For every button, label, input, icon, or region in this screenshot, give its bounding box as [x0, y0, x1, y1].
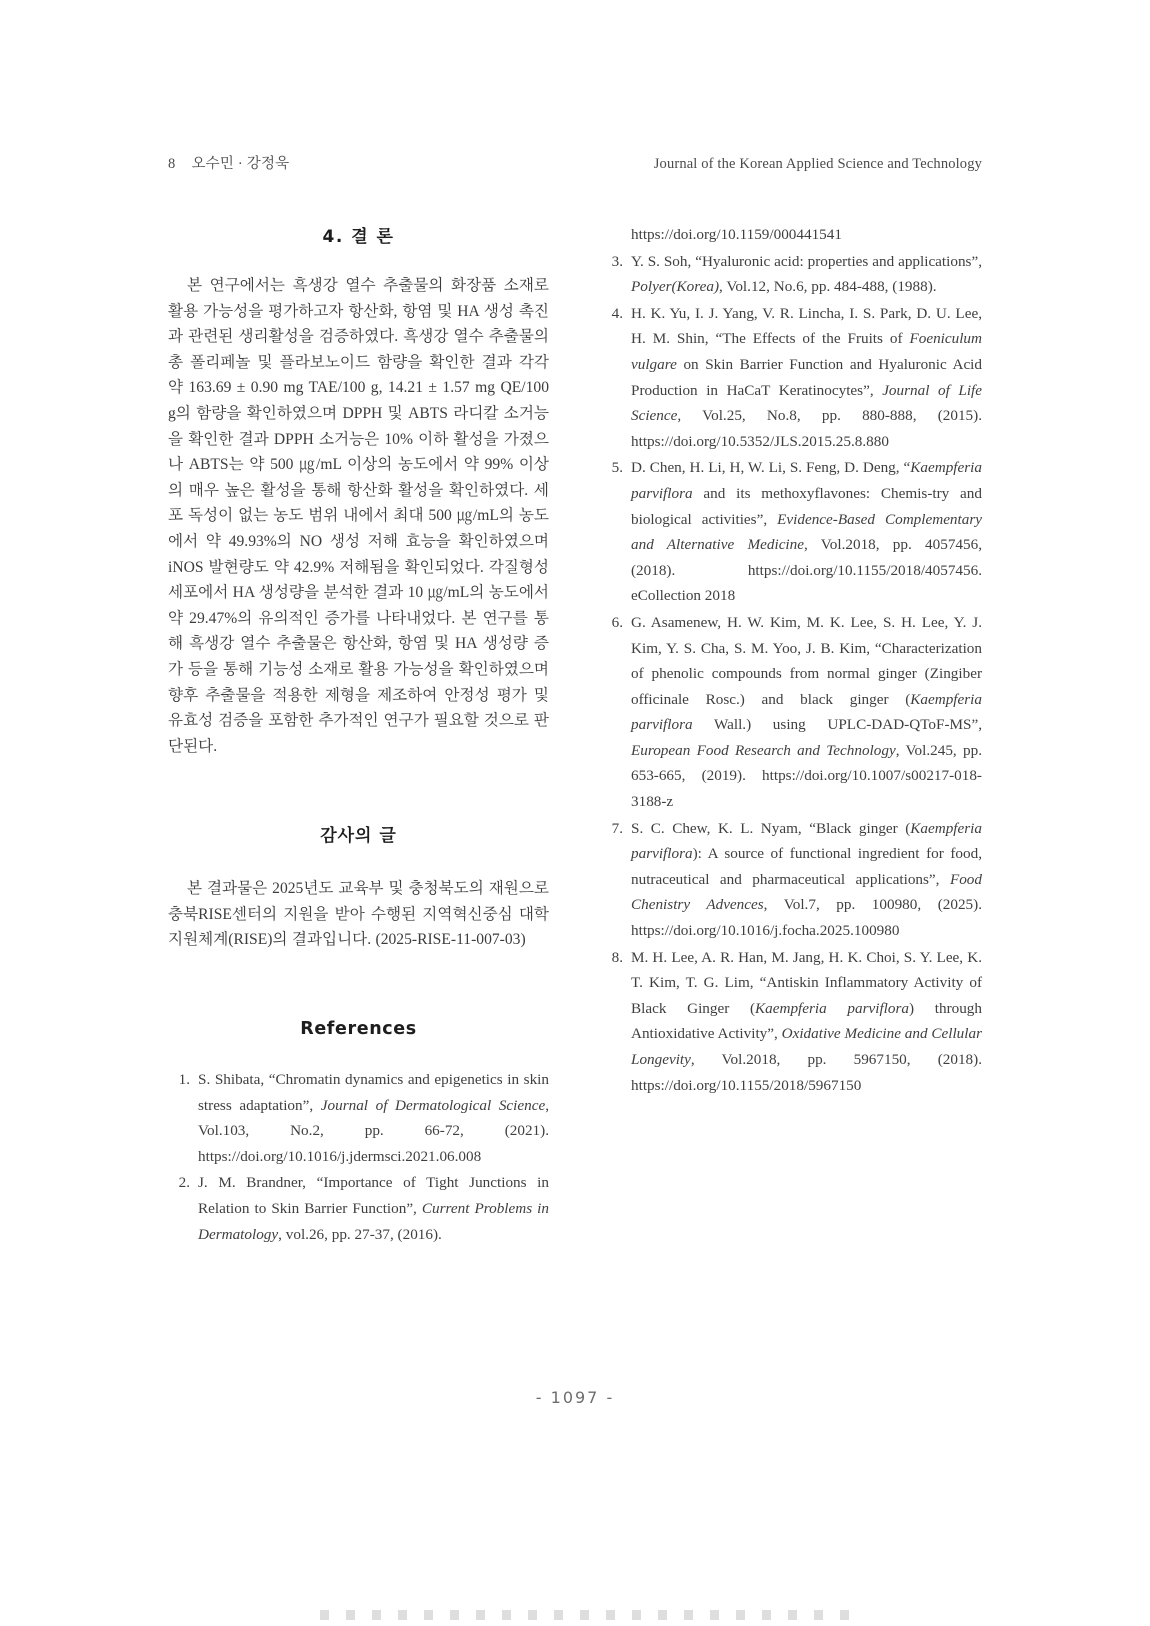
- reference-number: 3.: [611, 252, 623, 270]
- reference-text: G. Asamenew, H. W. Kim, M. K. Lee, S. H. Lee, Y. J. Kim, Y. S. Cha, S. M. Yoo, J. B. Kim, “Characterization of phenolic compounds from normal ginger (Zingiber officinale Rosc.) and black ginger (Kaempferia parviflora Wall.) using UPLC-DAD-QToF-MS”, European Food Research and Technology, Vol.245, pp. 653-665, (2019). https://doi.org/10.1007/s00217-018-3188-z: [631, 613, 982, 811]
- running-head-authors: 오수민 · 강정욱: [191, 156, 290, 172]
- reference-list-right: [601, 249, 982, 1099]
- running-head: [168, 152, 982, 174]
- reference-item: [601, 301, 982, 455]
- references-heading: References: [300, 1019, 417, 1040]
- running-head-left: [168, 152, 289, 173]
- reference-text: J. M. Brandner, “Importance of Tight Junctions in Relation to Skin Barrier Function”, Current Problems in Dermatology, vol.26, pp. 27-37, (2016).: [198, 1174, 549, 1243]
- reference-item: [601, 816, 982, 944]
- reference-number: 4.: [611, 304, 623, 322]
- reference-list-left: [168, 1067, 549, 1247]
- running-head-journal: Journal of the Korean Applied Science and Technology: [653, 156, 982, 172]
- reference-text: Y. S. Soh, “Hyaluronic acid: properties and applications”, Polyer(Korea), Vol.12, No.6, pp. 484-488, (1988).: [631, 252, 982, 296]
- reference-item: [601, 249, 982, 300]
- running-head-folio: 8: [168, 156, 176, 172]
- right-column: [601, 222, 982, 1342]
- reference-text: H. K. Yu, I. J. Yang, V. R. Lincha, I. S. Park, D. U. Lee, H. M. Shin, “The Effects of the Fruits of Foeniculum vulgare on Skin Barrier Function and Hyaluronic Acid Production in HaCaT Keratinocytes”, Journal of Life Science, Vol.25, No.8, pp. 880-888, (2015). https://doi.org/10.5352/JLS.2015.25.8.880: [631, 304, 982, 450]
- reference-item: [168, 1170, 549, 1247]
- conclusion-heading: 4. 결 론: [322, 227, 395, 247]
- acknowledgment-paragraph: 본 결과물은 2025년도 교육부 및 충청북도의 재원으로 충북RISE센터의 지원을 받아 수행된 지역혁신중심 대학지원체계(RISE)의 결과입니다. (2025-RISE-11-007-03): [168, 880, 549, 949]
- acknowledgment-heading: 감사의 글: [320, 826, 397, 847]
- reference-text: S. C. Chew, K. L. Nyam, “Black ginger (Kaempferia parviflora): A source of functional ingredient for food, nutraceutical and pharmaceutical applications”, Food Chenistry Advences, Vol.7, pp. 100980, (2025). https://doi.org/10.1016/j.focha.2025.100980: [631, 819, 982, 940]
- scan-artifact-strip: [320, 1610, 850, 1620]
- reference-number: 5.: [611, 459, 623, 477]
- reference-text: S. Shibata, “Chromatin dynamics and epigenetics in skin stress adaptation”, Journal of Dermatological Science, Vol.103, No.2, pp. 66-72, (2021). https://doi.org/10.1016/j.jdermsci.2021.06.008: [198, 1071, 549, 1165]
- reference-number: 2.: [178, 1174, 190, 1192]
- reference-text: D. Chen, H. Li, H, W. Li, S. Feng, D. Deng, “Kaempferia parviflora and its methoxyflavones: Chemis-try and biological activities”, Evidence-Based Complementary and Alternative Medicine, Vol.2018, pp. 4057456, (2018). https://doi.org/10.1155/2018/4057456. eCollection 2018: [631, 459, 982, 605]
- left-column: [168, 222, 549, 1342]
- conclusion-paragraph: 본 연구에서는 흑생강 열수 추출물의 화장품 소재로 활용 가능성을 평가하고자 항산화, 항염 및 HA 생성 촉진과 관련된 생리활성을 검증하였다. 흑생강 열수 추출물의 총 폴리페놀 및 플라보노이드 함량을 확인한 결과 각각 약 163.69 ± 0.90 mg TAE/100 g, 14.21 ± 1.57 mg QE/100 g의 함량을 확인하였으며 DPPH 및 ABTS 라디칼 소거능을 확인한 결과 DPPH 소거능은 10% 이하 활성을 가졌으나 ABTS는 약 500 ㎍/mL 이상의 농도에서 약 99% 이상의 매우 높은 활성을 통해 항산화 활성을 확인하였다. 세포 독성이 없는 농도 범위 내에서 최대 500 ㎍/mL의 농도에서 약 49.93%의 NO 생성 저해 효능을 확인하였으며 iNOS 발현량도 약 42.9% 저해됨을 확인되었다. 각질형성세포에서 HA 생성량을 분석한 결과 10 ㎍/mL의 농도에서 약 29.47%의 유의적인 증가를 나타내었다. 본 연구를 통해 흑생강 열수 추출물은 항산화, 항염 및 HA 생성량 증가 등을 통해 기능성 소재로 활용 가능성을 확인하였으며 향후 추출물을 적용한 제형을 제조하여 안정성 평가 및 유효성 검증을 포함한 추가적인 연구가 필요할 것으로 판단된다.: [168, 277, 549, 755]
- reference-number: 8.: [611, 948, 623, 966]
- page-number-footer: - 1097 -: [535, 1388, 615, 1407]
- reference-item: [168, 1067, 549, 1169]
- reference-number: 7.: [611, 819, 623, 837]
- reference-number: 1.: [178, 1071, 190, 1089]
- reference-continuation-doi: https://doi.org/10.1159/000441541: [631, 226, 842, 243]
- reference-number: 6.: [611, 613, 623, 631]
- reference-item: [601, 945, 982, 1099]
- two-column-body: [168, 222, 982, 1342]
- reference-item: [601, 610, 982, 815]
- reference-item: [601, 455, 982, 609]
- reference-text: M. H. Lee, A. R. Han, M. Jang, H. K. Choi, S. Y. Lee, K. T. Kim, T. G. Lim, “Antiskin Inflammatory Activity of Black Ginger (Kaempferia parviflora) through Antioxidative Activity”, Oxidative Medicine and Cellular Longevity, Vol.2018, pp. 5967150, (2018). https://doi.org/10.1155/2018/5967150: [631, 948, 982, 1094]
